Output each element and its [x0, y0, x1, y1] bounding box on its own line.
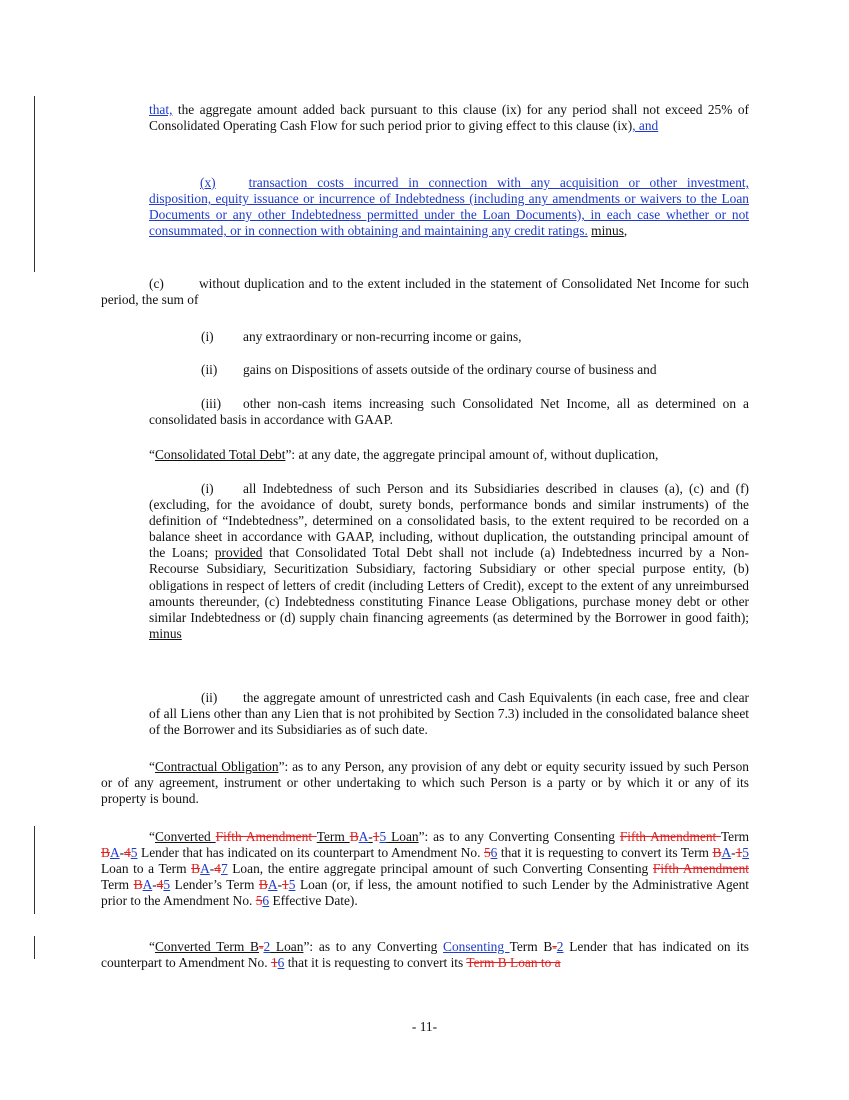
provided-term: provided [214, 545, 263, 561]
clause-label: (c) [149, 276, 164, 291]
defined-term: Consolidated Total Debt [154, 447, 286, 462]
definition-consolidated-total-debt: “Consolidated Total Debt”: at any date, the aggregate principal amount of, without duplication, [149, 447, 659, 462]
list-item: (iii) other non-cash items increasing such Consolidated Net Income, all as determined on a consolidated basis in accordance with GAAP. [149, 396, 749, 428]
change-bar [34, 96, 35, 272]
list-item: (ii) gains on Dispositions of assets outside of the ordinary course of business and [201, 362, 657, 377]
inserted-text: , and [632, 118, 659, 134]
deleted-text: Fifth Amendment [215, 829, 317, 844]
inserted-text: that, [149, 102, 173, 117]
minus-term: minus [591, 223, 624, 239]
list-item: (i) any extraordinary or non-recurring income or gains, [201, 329, 522, 344]
clause-x: (x) transaction costs incurred in connection with any acquisition or other investment, disposition, equity issuance or incurrence of Indebtedness (including any amendments or waivers to the Loan Documents or any other Indebtedness permitted under the Loan Documents), in each case whether or not consummated, or in connection with obtaining and maintaining any credit ratings. minus, [149, 175, 749, 239]
clause-c: (c) without duplication and to the extent included in the statement of Consolidated Net Income for such period, the sum of [101, 276, 749, 308]
definition-converted-term-b-loan: “Converted Term B-2 Loan”: as to any Converting Consenting Term B-2 Lender that has indicated on its counterpart to Amendment No. 16 that it is requesting to convert its Term B Loan to a [101, 939, 749, 971]
deleted-text: Term B Loan to a [466, 955, 561, 971]
clause-label: (x) [200, 175, 216, 190]
definition-contractual-obligation: “Contractual Obligation”: as to any Person, any provision of any debt or equity security issued by such Person or of any agreement, instrument or other undertaking to which such Person is a party or by which it or any of its property is bound. [101, 759, 749, 807]
ctd-clause-ii: (ii) the aggregate amount of unrestricted cash and Cash Equivalents (in each case, free and clear of all Liens other than any Lien that is not prohibited by Section 7.3) included in the consolidated balance sheet of the Borrower and its Subsidiaries as of such date. [149, 690, 749, 738]
page-number: - 11- [411, 1019, 438, 1034]
change-bar [34, 936, 35, 959]
defined-term: Contractual Obligation [154, 759, 279, 774]
ctd-clause-i: (i) all Indebtedness of such Person and its Subsidiaries described in clauses (a), (c) and (f) (excluding, for the avoidance of doubt, surety bonds, performance bonds and similar instruments) of the definition of “Indebtedness”, determined on a consolidated basis, to the extent required to be recorded on a balance sheet in accordance with GAAP, including, without duplication, the outstanding principal amount of the Loans; provided that Consolidated Total Debt shall not include (a) Indebtedness incurred by a Non-Recourse Subsidiary, Securitization Subsidiary, factoring Subsidiary or other special purpose entity, (b) obligations in respect of letters of credit (including Letters of Credit), except to the extent of any unreimbursed amounts thereunder, (c) Indebtedness constituting Finance Lease Obligations, purchase money debt or other similar Indebtedness or (d) supply chain financing agreements (as determined by the Borrower in good faith); minus [149, 481, 749, 641]
minus-term: minus [149, 625, 182, 641]
definition-converted-term-a-loan: “Converted Fifth Amendment Term BA-15 Loan”: as to any Converting Consenting Fifth Amendment Term BA-45 Lender that has indicated on its counterpart to Amendment No. 56 that it is requesting to convert its Term BA-15 Loan to a Term BA-47 Loan, the entire aggregate principal amount of such Converting Consenting Fifth Amendment Term BA-45 Lender’s Term BA-15 Loan (or, if less, the amount notified to such Lender by the Administrative Agent prior to the Amendment No. 56 Effective Date). [101, 829, 749, 909]
inserted-text: transaction costs incurred in connection with any acquisition or other investment, disposition, equity issuance or incurrence of Indebtedness (including any amendments or waivers to the Loan Documents or any other Indebtedness permitted under the Loan Documents), in each case whether or not consummated, or in connection with obtaining and maintaining any credit ratings. [149, 175, 749, 239]
clause-ix-continuation: that, the aggregate amount added back pursuant to this clause (ix) for any period shall not exceed 25% of Consolidated Operating Cash Flow for such period prior to giving effect to this clause (ix), and [149, 102, 749, 134]
change-bar [34, 826, 35, 914]
